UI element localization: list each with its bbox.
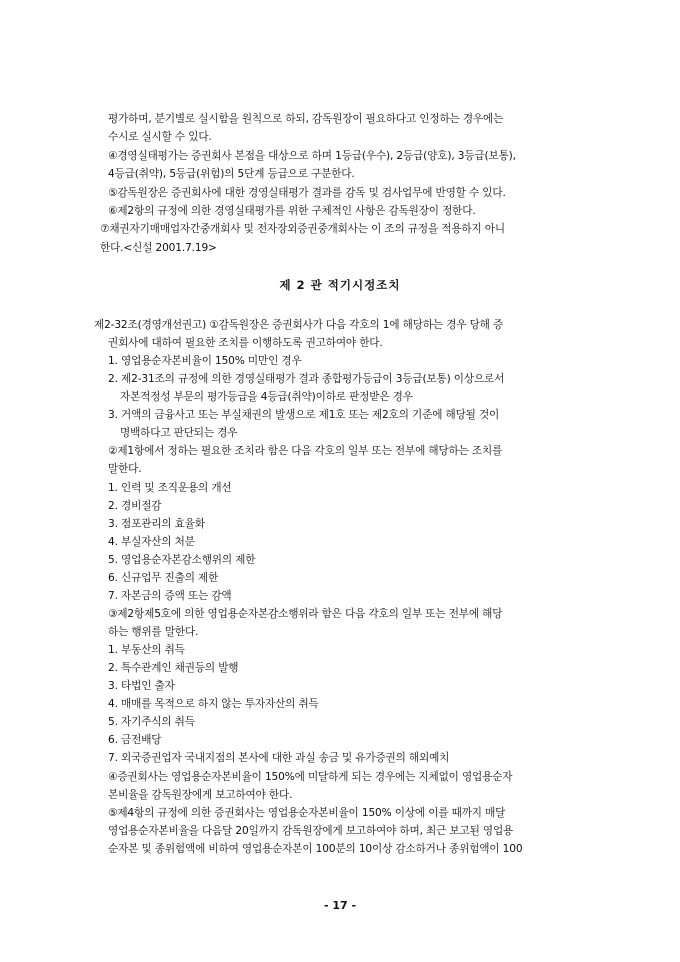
list-item: 1. 인력 및 조직운용의 개선 [108, 482, 232, 494]
text-line: 하는 행위를 말한다. [108, 626, 199, 638]
list-item: 1. 영업용순자본비율이 150% 미만인 경우 [108, 355, 302, 367]
text-line: 권회사에 대하여 필요한 조치를 이행하도록 권고하여야 한다. [108, 337, 383, 349]
list-item: 3. 점포관리의 효율화 [108, 518, 205, 530]
text-line: 영업용순자본비율을 다음달 20일까지 감독원장에게 보고하여야 하며, 최근 보고된 영업용 [108, 825, 514, 837]
text-line: ④경영실태평가는 증권회사 본점을 대상으로 하며 1등급(우수), 2등급(양호), 3등급(보통), [108, 150, 516, 162]
list-item: 6. 금전배당 [108, 734, 162, 746]
text-line: ⑤제4항의 규정에 의한 증권회사는 영업용순자본비율이 150% 이상에 이를 때까지 매달 [108, 807, 506, 819]
list-item: 4. 매매를 목적으로 하지 않는 투자자산의 취득 [108, 698, 319, 710]
text-line: 본비율을 감독원장에게 보고하여야 한다. [108, 789, 293, 801]
text-line: ⑦채권자기매매업자간중개회사 및 전자장외증권중개회사는 이 조의 규정을 적용하지 아니 [100, 223, 505, 235]
list-item: 5. 영업용순자본감소행위의 제한 [108, 554, 256, 566]
list-item: 2. 제2-31조의 규정에 의한 경영실태평가 결과 종합평가등급이 3등급(보통) 이상으로서 [108, 373, 505, 385]
list-item: 6. 신규업무 진출의 제한 [108, 572, 219, 584]
list-item: 1. 부동산의 취득 [108, 644, 185, 656]
text-line: 한다.<신설 2001.7.19> [100, 242, 217, 254]
text-line: 수시로 실시할 수 있다. [108, 131, 212, 143]
text-line: 순자본 및 종위험액에 비하여 영업용순자본이 100분의 10이상 감소하거나 종위험액이 100 [108, 843, 523, 855]
text-line: 말한다. [108, 463, 142, 475]
text-line: ④증권회사는 영업용순자본비율이 150%에 미달하게 되는 경우에는 지체없이 영업용순자 [108, 771, 513, 783]
text-line: 명백하다고 판단되는 경우 [120, 427, 238, 439]
text-line: ②제1항에서 정하는 필요한 조치라 함은 다음 각호의 일부 또는 전부에 해당하는 조치를 [108, 445, 503, 457]
text-line: ③제2항제5호에 의한 영업용순자본감소행위라 함은 다음 각호의 일부 또는 전부에 해당 [108, 608, 503, 620]
text-line: 4등급(취약), 5등급(위험)의 5단계 등급으로 구분한다. [108, 168, 355, 180]
list-item: 7. 자본금의 증액 또는 감액 [108, 590, 232, 602]
section-heading: 제 2 관 적기시정조치 [279, 278, 401, 292]
list-item: 2. 경비절감 [108, 500, 162, 512]
text-line: ⑥제2항의 규정에 의한 경영실태평가를 위한 구체적인 사항은 감독원장이 정한다. [108, 205, 476, 217]
text-line: 자본적정성 부문의 평가등급을 4등급(취약)이하로 판정받은 경우 [120, 391, 413, 403]
page-number: - 17 - [323, 899, 357, 912]
text-line: ⑤감독원장은 증권회사에 대한 경영실태평가 결과를 감독 및 검사업무에 반영할 수 있다. [108, 187, 506, 199]
text-line: 평가하며, 분기별로 실시함을 원칙으로 하되, 감독원장이 필요하다고 인정하는 경우에는 [108, 113, 504, 125]
list-item: 3. 타법인 출자 [108, 680, 175, 692]
list-item: 2. 특수관계인 채권등의 발행 [108, 662, 239, 674]
text-line: 제2-32조(경영개선권고) ①감독원장은 증권회사가 다음 각호의 1에 해당하는 경우 당해 증 [94, 319, 504, 331]
list-item: 5. 자기주식의 취득 [108, 716, 195, 728]
list-item: 7. 외국증권업자 국내지점의 본사에 대한 과실 송금 및 유가증권의 해외예치 [108, 752, 450, 764]
list-item: 4. 부실자산의 처분 [108, 536, 195, 548]
list-item: 3. 거액의 금융사고 또는 부실채권의 발생으로 제1호 또는 제2호의 기준에 해당될 것이 [108, 409, 500, 421]
